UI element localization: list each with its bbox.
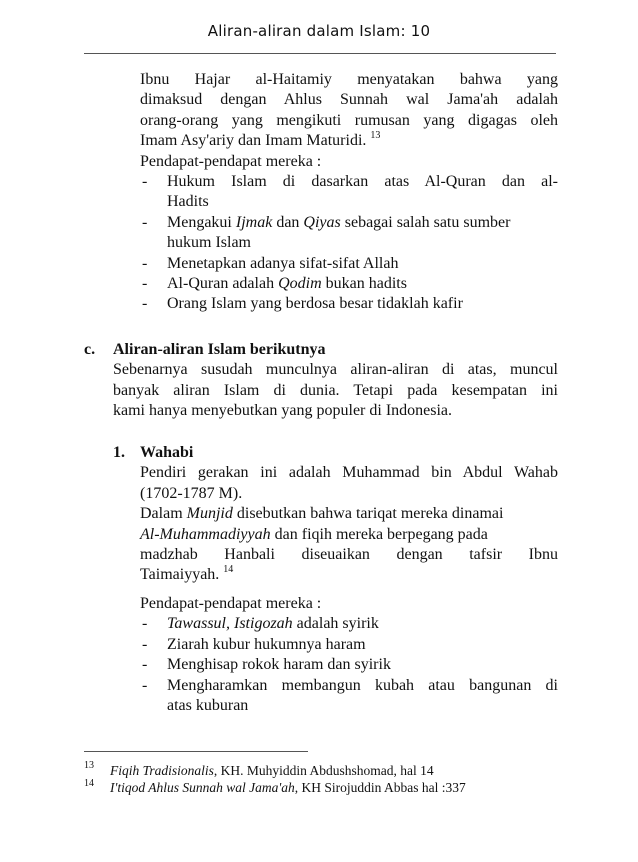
bullet-dash: - [142,656,148,674]
wahabi-title: Wahabi [140,444,194,461]
footnote-ref-13[interactable]: 13 [370,129,381,141]
wahabi-bullet-2: Ziarah kubur hukumnya haram [167,635,366,653]
intro-line-3: orang-orang yang mengikuti rumusan yang digagas oleh [140,111,558,129]
bullet-dash: - [142,173,148,190]
intro-bullet-1-cont: Hadits [167,193,209,211]
wahabi-bullet-3: Menghisap rokok haram dan syirik [167,656,391,674]
bullet-dash: - [142,635,148,653]
intro-bullet-2-cont: hukum Islam [167,234,251,252]
intro-line-1: Ibnu Hajar al-Haitamiy menyatakan bahwa yang [140,71,558,88]
wahabi-munjid-line-2: Al-Muhammadiyyah dan fiqih mereka berpegang pada [140,525,488,543]
intro-bullet-1: Hukum Islam di dasarkan atas Al-Quran dan al- [167,173,558,190]
wahabi-munjid-line-1: Dalam Munjid disebutkan bahwa tariqat mereka dinamai [140,505,504,523]
section-c-line-1: Sebenarnya susudah munculnya aliran-aliran di atas, muncul [113,361,558,379]
intro-line-4: Imam Asy'ariy dan Imam Maturidi. $^{13}$ [140,129,381,150]
wahabi-opinions-heading: Pendapat-pendapat mereka : [140,595,322,612]
bullet-dash: - [142,254,148,272]
section-c-title: Aliran-aliran Islam berikutnya [113,341,326,358]
section-c-line-2: banyak aliran Islam di dunia. Tetapi pada kesempatan ini [113,381,558,399]
header-rule [84,53,556,54]
running-header: Aliran-aliran dalam Islam: 10 [207,22,431,40]
wahabi-number: 1. [113,444,125,461]
intro-bullet-4: Al-Quran adalah Qodim bukan hadits [167,275,407,292]
intro-opinions-heading: Pendapat-pendapat mereka : [140,152,322,170]
intro-bullet-5: Orang Islam yang berdosa besar tidaklah kafir [167,295,463,313]
bullet-dash: - [142,295,148,313]
wahabi-founder-line-2: (1702-1787 M). [140,484,243,502]
bullet-dash: - [142,275,148,292]
intro-bullet-3: Menetapkan adanya sifat-sifat Allah [167,254,399,272]
wahabi-bullet-4-cont: atas kuburan [167,697,249,714]
footnote-number: 14 [84,778,94,789]
footnote-rule [84,751,308,752]
footnote-13: Fiqih Tradisionalis, KH. Muhyiddin Abdushshomad, hal 14 [110,763,434,778]
footnote-ref-14[interactable]: 14 [223,564,234,576]
wahabi-founder-line-1: Pendiri gerakan ini adalah Muhammad bin Abdul Wahab [140,464,558,482]
wahabi-munjid-line-4: Taimaiyyah. $^{14}$ [140,564,234,584]
footnote-number: 13 [84,760,94,771]
wahabi-munjid-line-3: madzhab Hanbali diseuaikan dengan tafsir Ibnu [140,546,558,563]
bullet-dash: - [142,213,148,231]
section-c-line-3: kami hanya menyebutkan yang populer di Indonesia. [113,402,453,420]
wahabi-bullet-4: Mengharamkan membangun kubah atau bangunan di [167,676,558,694]
footnote-14: I'tiqod Ahlus Sunnah wal Jama'ah, KH Sirojuddin Abbas hal :337 [110,780,466,795]
intro-bullet-2: Mengakui Ijmak dan Qiyas sebagai salah satu sumber [167,213,511,231]
bullet-dash: - [142,615,148,633]
intro-line-2: dimaksud dengan Ahlus Sunnah wal Jama'ah adalah [140,91,558,109]
bullet-dash: - [142,676,148,694]
wahabi-bullet-1: Tawassul, Istigozah adalah syirik [167,615,379,633]
section-c-marker: c. [84,341,96,358]
